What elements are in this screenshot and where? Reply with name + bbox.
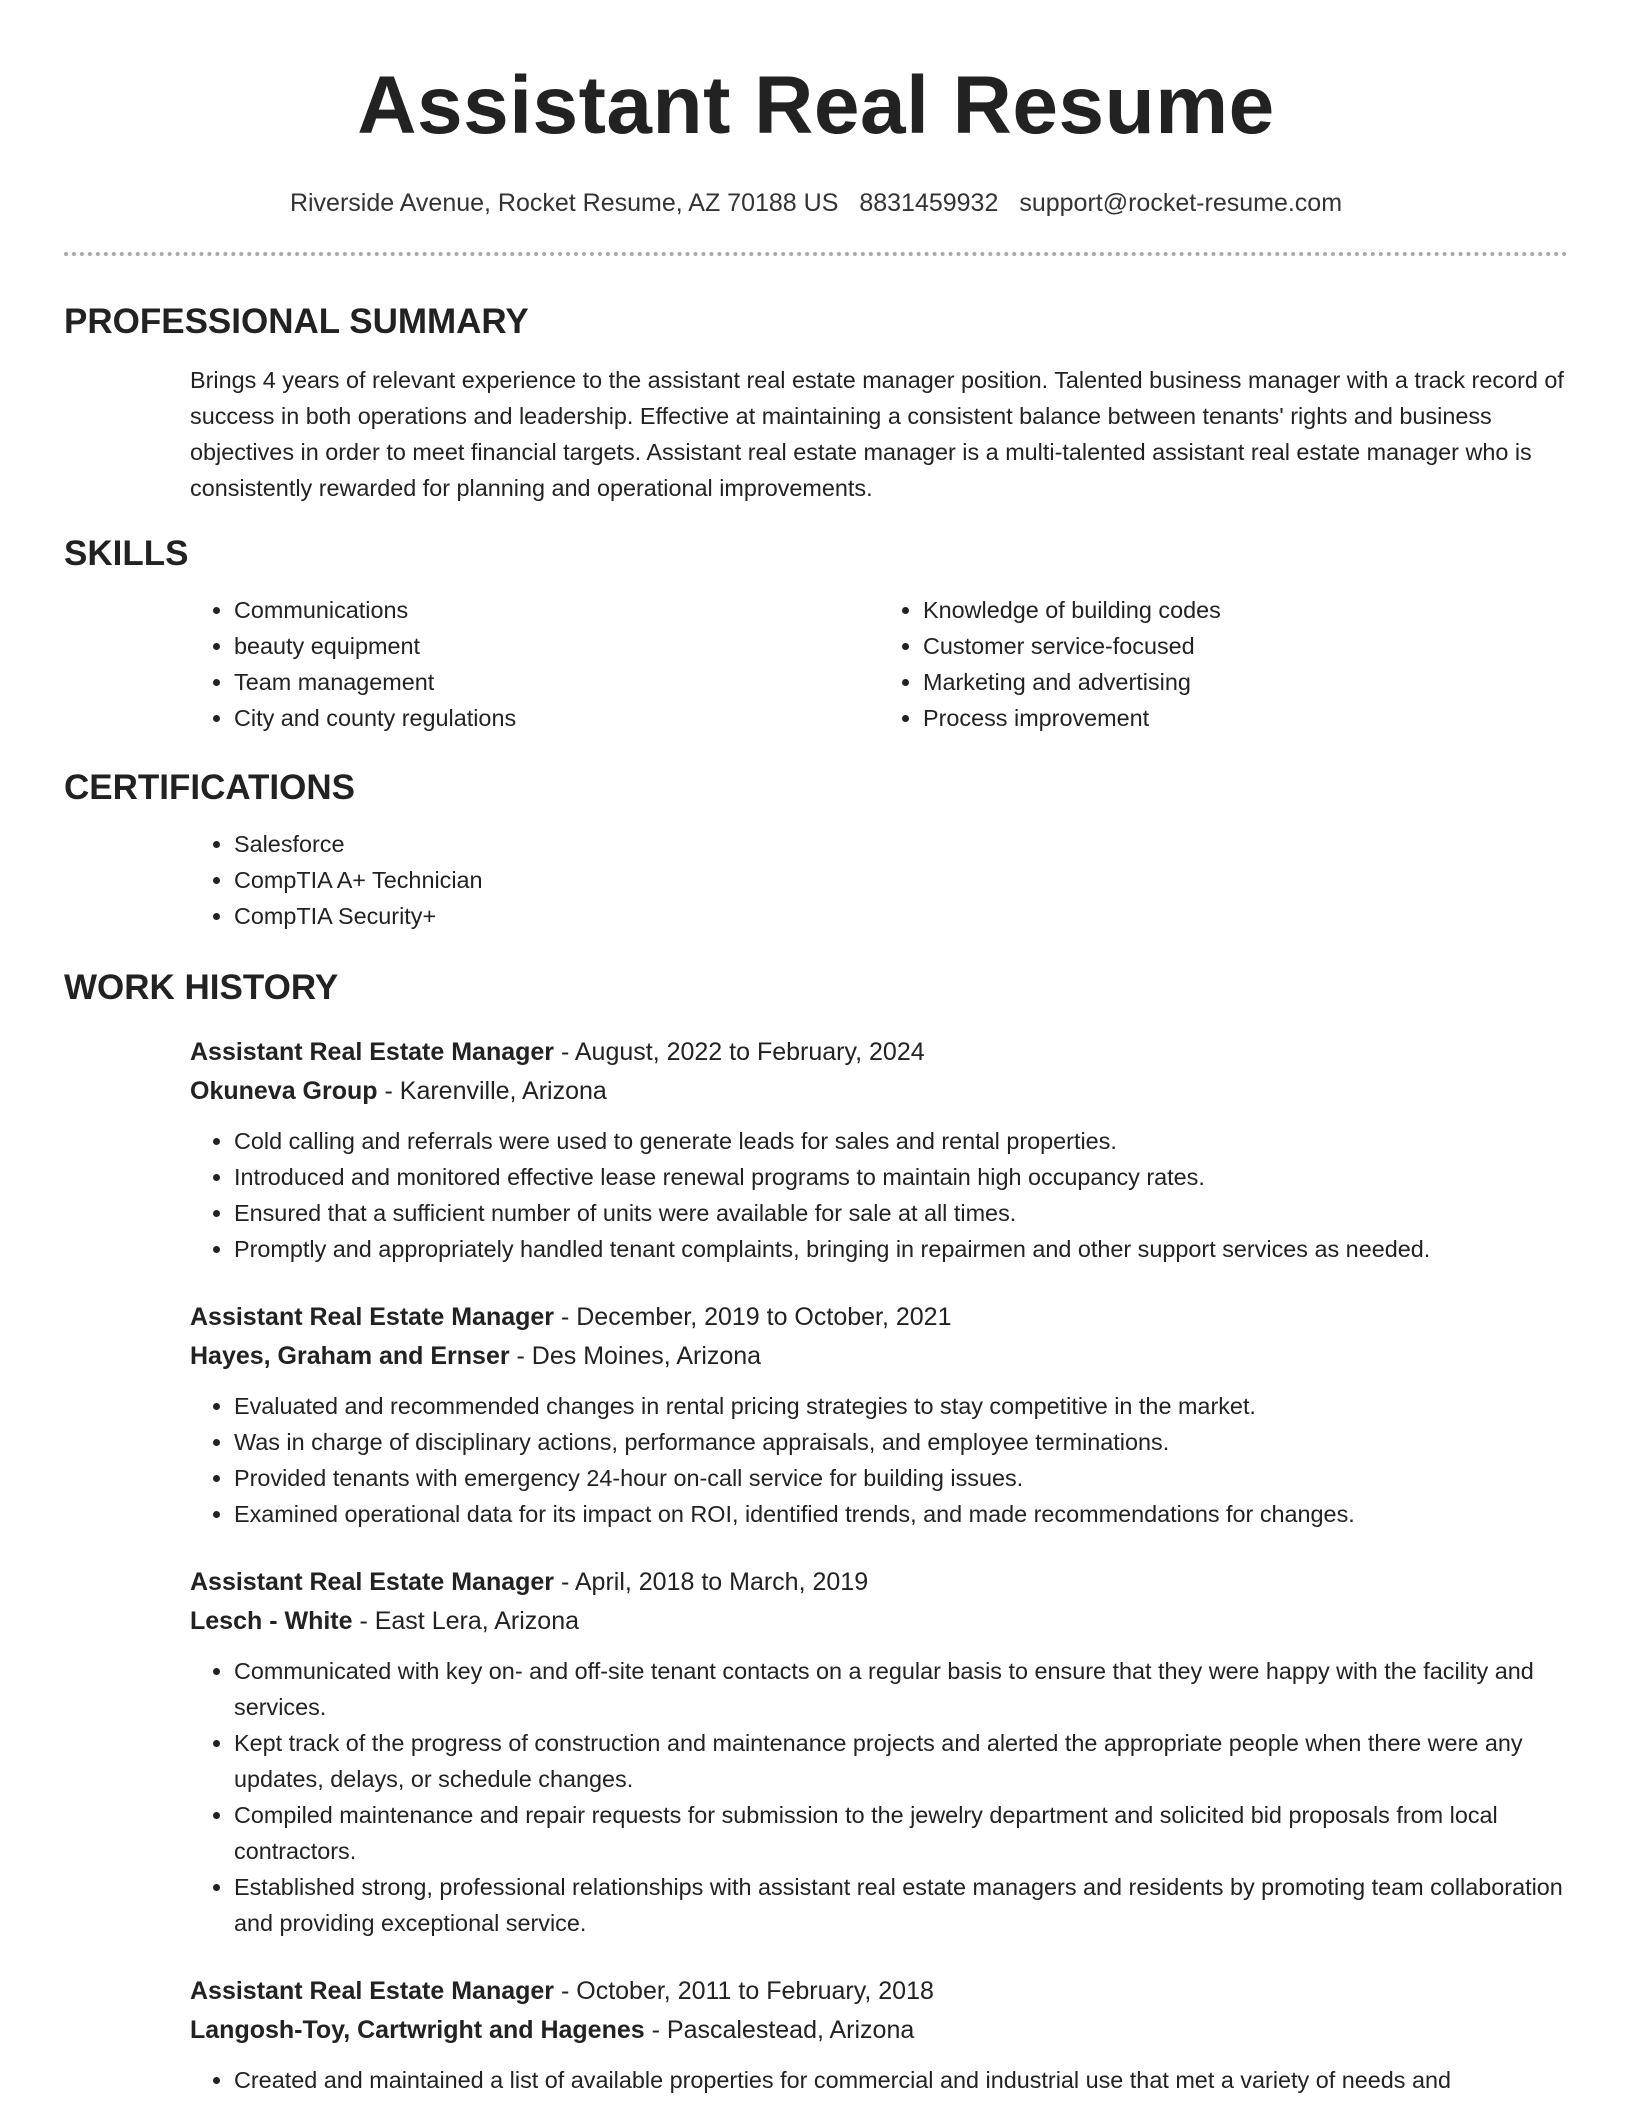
job-role: Assistant Real Estate Manager bbox=[190, 1568, 555, 1596]
summary-heading: PROFESSIONAL SUMMARY bbox=[64, 302, 529, 341]
job-title-line bbox=[190, 1299, 1568, 1335]
job-dates: - October, 2011 to February, 2018 bbox=[554, 1977, 934, 2005]
contact-email[interactable]: support@rocket-resume.com bbox=[1019, 189, 1343, 217]
job-company: Langosh-Toy, Cartwright and Hagenes bbox=[190, 2016, 645, 2044]
job-bullet: • Established strong, professional relationships with assistant real estate managers and residents by promoting team collaboration and providing exceptional service. bbox=[234, 1869, 1568, 1941]
header-divider bbox=[64, 252, 1568, 256]
skill-item: • beauty equipment bbox=[234, 628, 879, 664]
skills-list-left bbox=[190, 592, 879, 736]
certification-item: • Salesforce bbox=[234, 826, 1568, 862]
resume-name: Assistant Real Resume bbox=[357, 60, 1275, 151]
job-bullets bbox=[190, 2062, 1568, 2098]
job-title-line bbox=[190, 1564, 1568, 1600]
job-bullet: • Communicated with key on- and off-site tenant contacts on a regular basis to ensure that they were happy with the facility and services. bbox=[234, 1653, 1568, 1725]
job-bullet: • Evaluated and recommended changes in rental pricing strategies to stay competitive in the market. bbox=[234, 1388, 1568, 1424]
job-company-line bbox=[190, 1338, 1568, 1374]
job-bullet: • Compiled maintenance and repair requests for submission to the jewelry department and solicited bid proposals from local contractors. bbox=[234, 1797, 1568, 1869]
skill-item: • Team management bbox=[234, 664, 879, 700]
skill-item: • Knowledge of building codes bbox=[923, 592, 1568, 628]
job-company: Okuneva Group bbox=[190, 1077, 378, 1105]
resume-page bbox=[64, 0, 1568, 2098]
skills-heading: SKILLS bbox=[64, 534, 189, 573]
job-dates: - April, 2018 to March, 2019 bbox=[554, 1568, 869, 1596]
job-bullet: • Kept track of the progress of construction and maintenance projects and alerted the appropriate people when there were any updates, delays, or schedule changes. bbox=[234, 1725, 1568, 1797]
job-dates: - August, 2022 to February, 2024 bbox=[554, 1038, 925, 1066]
job-bullet: • Examined operational data for its impact on ROI, identified trends, and made recommendations for changes. bbox=[234, 1496, 1568, 1532]
job-entry bbox=[190, 1299, 1568, 1532]
job-location: - Pascalestead, Arizona bbox=[644, 2016, 915, 2044]
skill-item: • Communications bbox=[234, 592, 879, 628]
job-entry bbox=[190, 1034, 1568, 1267]
job-dates: - December, 2019 to October, 2021 bbox=[554, 1303, 952, 1331]
job-bullets bbox=[190, 1653, 1568, 1941]
job-bullet: • Provided tenants with emergency 24-hour on-call service for building issues. bbox=[234, 1460, 1568, 1496]
job-bullet: • Was in charge of disciplinary actions, performance appraisals, and employee terminations. bbox=[234, 1424, 1568, 1460]
job-bullet: • Introduced and monitored effective lease renewal programs to maintain high occupancy rates. bbox=[234, 1159, 1568, 1195]
skill-item: • City and county regulations bbox=[234, 700, 879, 736]
certification-item: • CompTIA A+ Technician bbox=[234, 862, 1568, 898]
job-bullets bbox=[190, 1123, 1568, 1267]
job-company-line bbox=[190, 1073, 1568, 1109]
certifications-heading: CERTIFICATIONS bbox=[64, 768, 356, 807]
skills-grid bbox=[190, 592, 1568, 736]
job-company-line bbox=[190, 1603, 1568, 1639]
job-bullets bbox=[190, 1388, 1568, 1532]
job-company: Lesch - White bbox=[190, 1607, 353, 1635]
certification-item: • CompTIA Security+ bbox=[234, 898, 1568, 934]
job-location: - Des Moines, Arizona bbox=[509, 1342, 762, 1370]
job-entry bbox=[190, 1973, 1568, 2098]
skill-item: • Customer service-focused bbox=[923, 628, 1568, 664]
job-bullet: • Promptly and appropriately handled tenant complaints, bringing in repairmen and other support services as needed. bbox=[234, 1231, 1568, 1267]
job-company: Hayes, Graham and Ernser bbox=[190, 1342, 510, 1370]
certifications-bullets bbox=[190, 826, 1568, 934]
job-title-line bbox=[190, 1034, 1568, 1070]
job-company-line bbox=[190, 2012, 1568, 2048]
skill-item: • Marketing and advertising bbox=[923, 664, 1568, 700]
job-bullet: • Ensured that a sufficient number of units were available for sale at all times. bbox=[234, 1195, 1568, 1231]
job-role: Assistant Real Estate Manager bbox=[190, 1038, 555, 1066]
contact-phone: 8831459932 bbox=[859, 189, 999, 217]
job-location: - Karenville, Arizona bbox=[377, 1077, 607, 1105]
contact-address: Riverside Avenue, Rocket Resume, AZ 70188 US bbox=[289, 189, 839, 217]
certifications-list bbox=[190, 826, 1568, 934]
summary-text: Brings 4 years of relevant experience to the assistant real estate manager position. Talented business manager with a track record of success in both operations and leadership. Effective at maintaining a consistent balance between tenants' rights and business objectives in order to meet financial targets. Assistant real estate manager is a multi-talented assistant real estate manager who is consistently rewarded for planning and operational improvements. bbox=[190, 367, 1564, 501]
job-role: Assistant Real Estate Manager bbox=[190, 1303, 555, 1331]
skills-list-right bbox=[879, 592, 1568, 736]
job-location: - East Lera, Arizona bbox=[352, 1607, 580, 1635]
skill-item: • Process improvement bbox=[923, 700, 1568, 736]
job-bullet: • Created and maintained a list of available properties for commercial and industrial use that met a variety of needs and bbox=[234, 2062, 1568, 2098]
work-history-heading: WORK HISTORY bbox=[64, 968, 339, 1007]
contact-line bbox=[64, 186, 1568, 220]
job-title-line bbox=[190, 1973, 1568, 2009]
job-role: Assistant Real Estate Manager bbox=[190, 1977, 555, 2005]
job-bullet: • Cold calling and referrals were used to generate leads for sales and rental properties. bbox=[234, 1123, 1568, 1159]
job-entry bbox=[190, 1564, 1568, 1941]
